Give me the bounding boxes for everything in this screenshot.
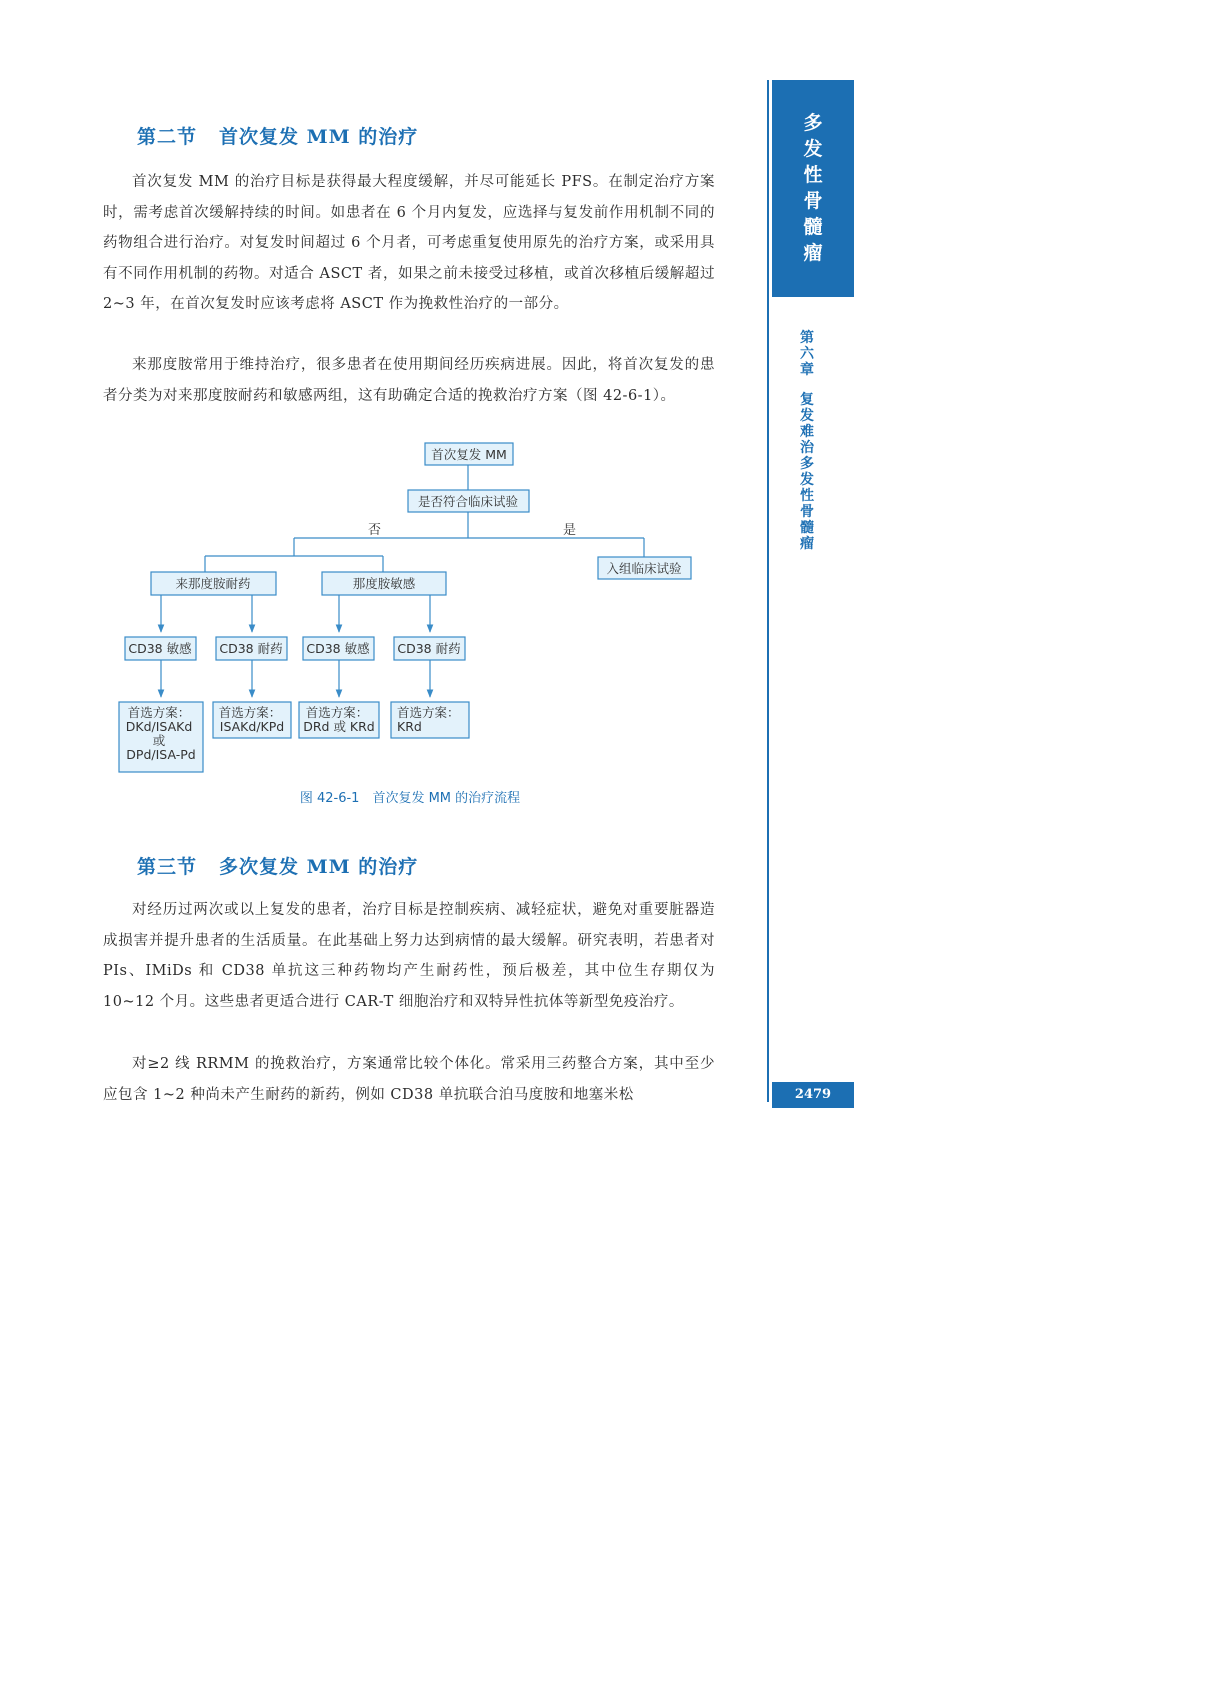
node-group-lena-resistant [151,572,276,595]
page-number: 2479 [772,1082,854,1108]
section-3-paragraph-1: 对经历过两次或以上复发的患者，治疗目标是控制疾病、减轻症状，避免对重要脏器造成损害并提升患者的生活质量。在此基础上努力达到病情的最大缓解。研究表明，若患者对 PIs、IMiDs 和 CD38 单抗这三种药物均产生耐药性，预后极差，其中位生存期仅为 10~12 个月。这些患者更适合进行 CAR-T 细胞治疗和双特异性抗体等新型免疫治疗。 [103,902,715,1010]
plan-3-line-1: 首选方案： [305,705,369,720]
node-decision [408,490,529,512]
node-group-1-label: 来那度胺耐药 [175,576,251,591]
node-cd38-2 [216,637,287,660]
section-2-title: 首次复发 MM 的治疗 [219,126,419,148]
node-trial [598,557,691,579]
node-plan-2 [213,702,291,738]
node-cd38-1-label: CD38 敏感 [128,641,192,656]
chapter-title-char: 复 [800,392,814,408]
chapter-title-vertical [790,330,824,552]
plan-1-line-1: 首选方案： [127,705,191,720]
node-decision-label: 是否符合临床试验 [417,494,519,509]
chapter-title-char: 发 [800,472,814,488]
section-2-paragraph-1: 首次复发 MM 的治疗目标是获得最大程度缓解，并尽可能延长 PFS。在制定治疗方案时，需考虑首次缓解持续的时间。如患者在 6 个月内复发，应选择与复发前作用机制不同的药物组合进行治疗。对复发时间超过 6 个月者，可考虑重复使用原先的治疗方案，或采用具有不同作用机制的药物。对适合 ASCT 者，如果之前未接受过移植，或首次移植后缓解超过 2~3 年，在首次复发时应该考虑将 ASCT 作为挽救性治疗的一部分。 [103,174,715,312]
plan-1-line-3: 或 [152,733,166,748]
rail-tab-char: 性 [803,164,823,186]
node-group-2-label: 那度胺敏感 [352,576,416,591]
rail-tab-char: 发 [803,138,823,160]
edge-label-yes: 是 [563,523,577,538]
plan-2-line-2: ISAKd/KPd [219,719,285,734]
plan-3-line-2: DRd 或 KRd [303,719,375,734]
chapter-title-char: 瘤 [800,536,814,552]
node-cd38-2-label: CD38 耐药 [219,641,283,656]
chapter-title-char: 髓 [800,520,814,536]
chapter-title-char: 治 [800,440,814,456]
rail-tab-char: 多 [803,112,823,134]
rail-tab-char: 瘤 [803,242,823,264]
section-2-number: 第二节 [137,126,198,148]
treatment-flowchart [0,440,720,780]
node-cd38-3 [303,637,374,660]
edge-label-no: 否 [368,523,382,538]
plan-4-line-1: 首选方案： [397,705,460,720]
svg-text:首选方案： ISAKd/KPd [219,705,286,734]
node-group-lena-sensitive [322,572,446,595]
rail-divider [767,80,769,1102]
chapter-char: 六 [800,346,814,362]
chapter-title-char: 难 [800,424,814,440]
plan-4-line-2: KRd [397,719,422,734]
chapter-title-char: 发 [800,408,814,424]
node-cd38-3-label: CD38 敏感 [306,641,370,656]
node-root-label: 首次复发 MM [431,447,507,462]
rail-tab [772,80,854,297]
chapter-title-char: 骨 [800,504,814,520]
chapter-char: 章 [800,362,814,378]
chapter-char: 第 [800,330,814,346]
section-2-heading [137,122,418,149]
chapter-title-char: 性 [800,488,814,504]
node-trial-label: 入组临床试验 [606,561,682,576]
rail-tab-char: 骨 [803,190,823,212]
node-cd38-4-label: CD38 耐药 [397,641,461,656]
section-3-paragraph-2: 对≥2 线 RRMM 的挽救治疗，方案通常比较个体化。常采用三药整合方案，其中至少应包含 1~2 种尚未产生耐药的新药，例如 CD38 单抗联合泊马度胺和地塞米松 [103,1056,715,1103]
plan-1-line-4: DPd/ISA-Pd [126,747,196,762]
section-3-title: 多次复发 MM 的治疗 [219,856,419,878]
figure-caption: 图 42-6-1 首次复发 MM 的治疗流程 [299,791,521,806]
rail-tab-text [772,110,854,266]
chapter-title-char: 多 [800,456,814,472]
node-cd38-4 [394,637,465,660]
section-3-number: 第三节 [137,856,198,878]
svg-text:首选方案： DRd 或 KRd [303,705,375,734]
rail-tab-char: 髓 [803,216,823,238]
plan-2-line-1: 首选方案： [218,705,282,720]
node-cd38-1 [125,637,196,660]
node-plan-3 [299,702,379,738]
node-plan-4 [391,702,469,738]
plan-1-line-2: DKd/ISAKd [125,719,193,734]
node-root [425,443,513,465]
section-3-heading [137,852,418,879]
node-plan-1 [119,702,203,772]
section-2-paragraph-2: 来那度胺常用于维持治疗，很多患者在使用期间经历疾病进展。因此，将首次复发的患者分类为对来那度胺耐药和敏感两组，这有助确定合适的挽救治疗方案（图 42-6-1）。 [103,357,715,404]
svg-text:首选方案： DKd/ISAKd 或 [126,705,197,762]
